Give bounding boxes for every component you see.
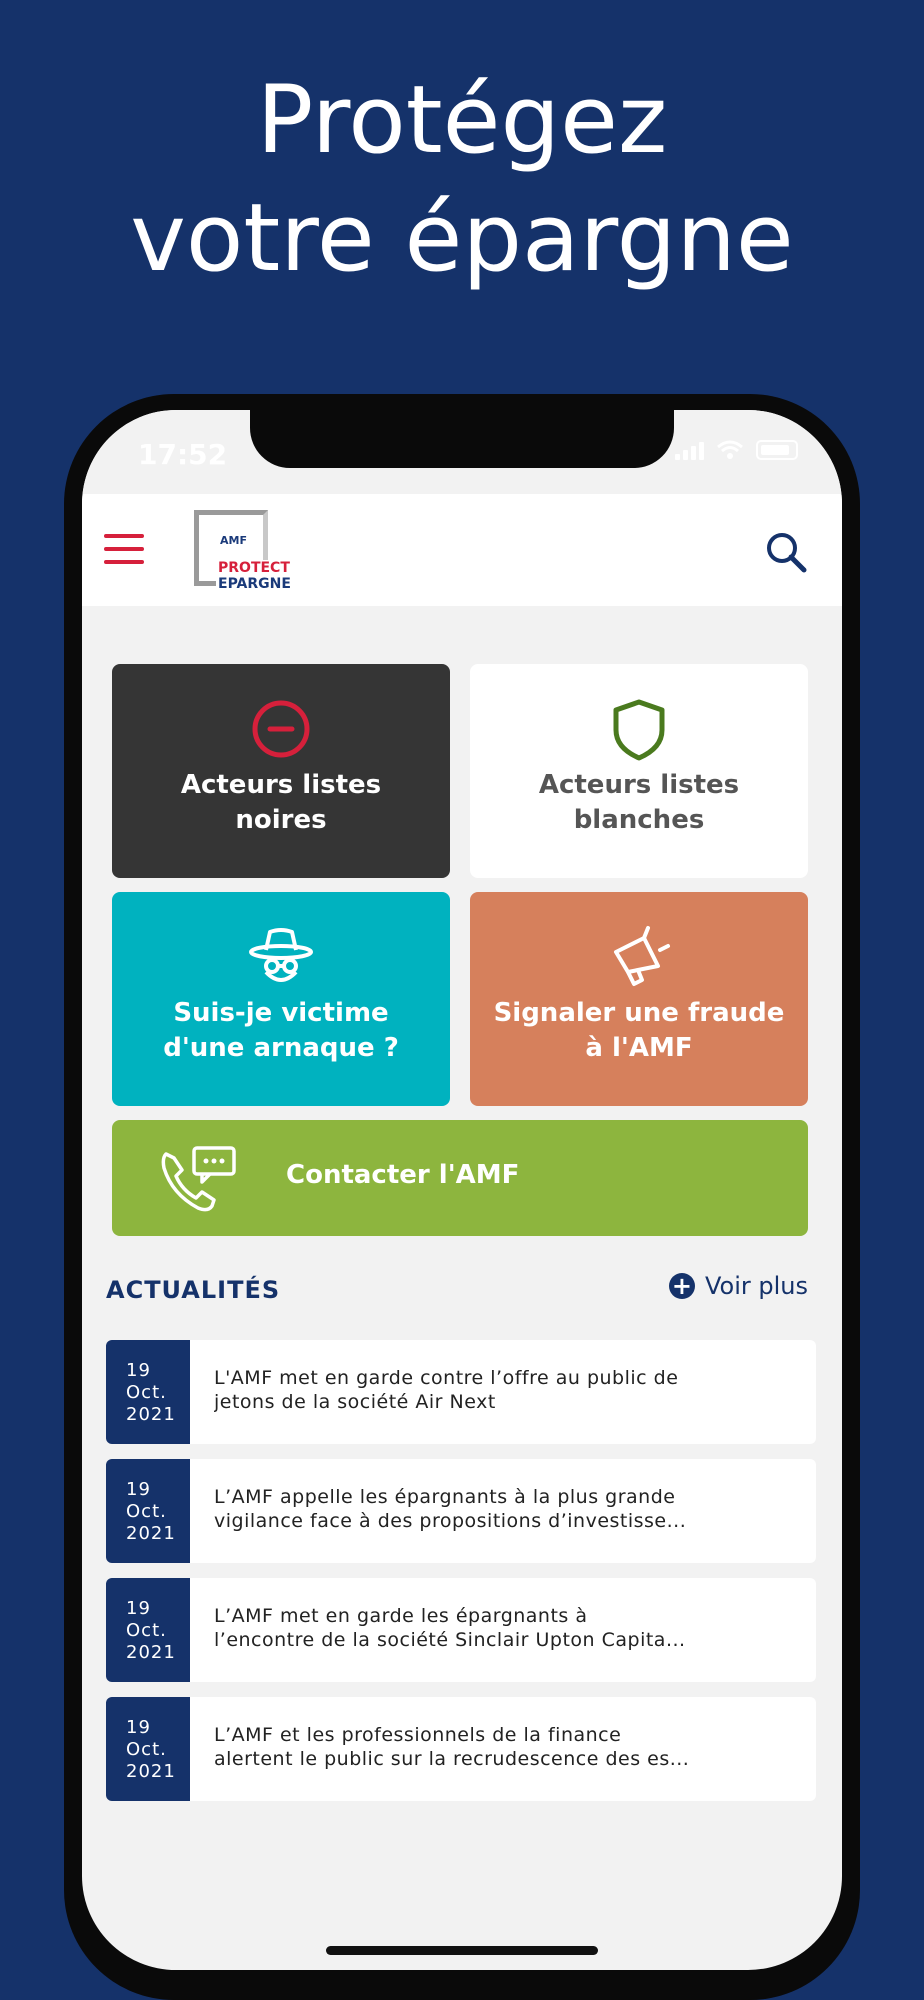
news-text-line-1: L’AMF et les professionnels de la finance <box>214 1724 622 1746</box>
megaphone-icon <box>604 922 674 992</box>
tile-report-fraud[interactable] <box>470 892 808 1106</box>
news-text <box>214 1366 786 1414</box>
news-text <box>214 1723 786 1771</box>
news-text-line-2: vigilance face à des propositions d’investisse... <box>214 1510 687 1532</box>
tile-blacklist-label: Acteurs listes noires <box>180 770 382 835</box>
spy-icon <box>246 922 316 992</box>
news-text-line-1: L’AMF met en garde les épargnants à <box>214 1605 588 1627</box>
shield-icon <box>604 694 674 764</box>
search-icon[interactable] <box>764 530 808 574</box>
news-date-year: 2021 <box>126 1761 176 1782</box>
news-date-day: 19 <box>126 1717 151 1738</box>
tile-report-fraud-label: Signaler une fraude à l'AMF <box>493 998 785 1063</box>
tile-whitelist-label: Acteurs listes blanches <box>538 770 740 835</box>
news-text <box>214 1485 786 1533</box>
news-date-day: 19 <box>126 1360 151 1381</box>
news-item[interactable] <box>106 1697 816 1801</box>
news-date-month: Oct. <box>126 1382 167 1403</box>
news-text-line-1: L'AMF met en garde contre l’offre au public de <box>214 1367 679 1389</box>
news-date-year: 2021 <box>126 1404 176 1425</box>
headline-line-2: votre épargne <box>130 184 794 293</box>
news-text-line-1: L’AMF appelle les épargnants à la plus grande <box>214 1486 676 1508</box>
tile-victim[interactable] <box>112 892 450 1106</box>
news-date-month: Oct. <box>126 1620 167 1641</box>
news-date-day: 19 <box>126 1479 151 1500</box>
news-date-year: 2021 <box>126 1642 176 1663</box>
logo-amf-text: AMF <box>220 534 247 547</box>
headline <box>0 62 924 298</box>
battery-icon <box>756 440 798 460</box>
phone-chat-icon <box>158 1144 238 1214</box>
news-date-year: 2021 <box>126 1523 176 1544</box>
status-time: 17:52 <box>138 438 228 471</box>
status-icons <box>675 440 798 460</box>
news-date-day: 19 <box>126 1598 151 1619</box>
news-text-line-2: jetons de la société Air Next <box>214 1391 496 1413</box>
plus-circle-icon: + <box>669 1273 695 1299</box>
notch <box>250 410 674 468</box>
wifi-icon <box>716 440 744 460</box>
news-date-month: Oct. <box>126 1501 167 1522</box>
app-bar <box>82 494 842 606</box>
voir-plus-label: Voir plus <box>704 1272 808 1300</box>
news-date <box>106 1578 190 1682</box>
logo-protect-text: PROTECT <box>218 560 290 576</box>
contact-amf-button[interactable] <box>112 1120 808 1236</box>
news-date <box>106 1459 190 1563</box>
minus-circle-icon <box>246 694 316 764</box>
logo-epargne-text: EPARGNE <box>218 576 291 592</box>
status-bar <box>82 410 842 494</box>
phone-screen <box>82 410 842 1970</box>
headline-line-1: Protégez <box>256 66 668 175</box>
hamburger-menu-icon[interactable] <box>104 534 144 564</box>
news-date <box>106 1697 190 1801</box>
news-text-line-2: alertent le public sur la recrudescence des es... <box>214 1748 690 1770</box>
news-date-month: Oct. <box>126 1739 167 1760</box>
voir-plus-link[interactable] <box>669 1272 808 1300</box>
contact-amf-label: Contacter l'AMF <box>286 1160 520 1190</box>
signal-icon <box>675 440 704 460</box>
news-item[interactable] <box>106 1459 816 1563</box>
news-item[interactable] <box>106 1578 816 1682</box>
news-section-title: ACTUALITÉS <box>106 1276 281 1304</box>
news-text-line-2: l’encontre de la société Sinclair Upton Capita... <box>214 1629 686 1651</box>
tile-victim-label: Suis-je victime d'une arnaque ? <box>163 998 399 1063</box>
news-item[interactable] <box>106 1340 816 1444</box>
home-indicator[interactable] <box>326 1946 598 1955</box>
protect-epargne-logo <box>194 510 304 592</box>
news-text <box>214 1604 786 1652</box>
tile-whitelist[interactable] <box>470 664 808 878</box>
news-date <box>106 1340 190 1444</box>
tile-blacklist[interactable] <box>112 664 450 878</box>
